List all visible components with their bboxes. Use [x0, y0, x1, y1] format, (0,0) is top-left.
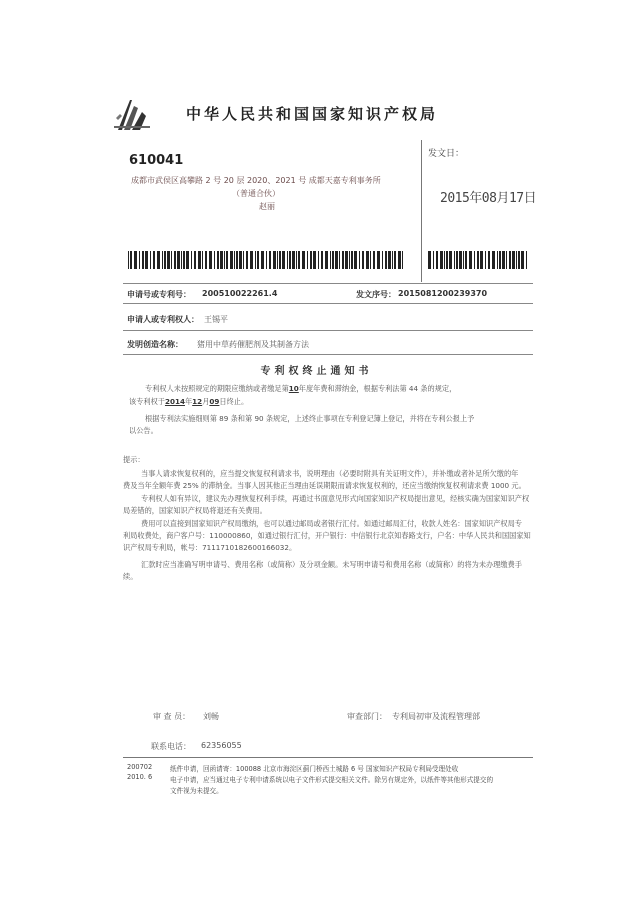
barcode-bar	[142, 251, 144, 269]
barcode-bar	[167, 251, 170, 269]
notice-paragraph-1-cont: 该专利权于2014年12月09日终止。	[129, 397, 249, 406]
barcode-bar	[236, 251, 238, 269]
barcode-bar	[454, 251, 455, 269]
notice-paragraph-2: 根据专利法实施细则第 89 条和第 90 条规定，上述终止事项在专利登记簿上登记，并将在专利公报上予	[145, 414, 475, 423]
barcode-bar	[521, 251, 524, 269]
barcode-bar	[506, 251, 507, 269]
barcode-bar	[313, 251, 316, 269]
termination-month: 12	[192, 397, 203, 406]
mail-instructions: 纸件申请，回函请寄：100088 北京市海淀区蓟门桥西土城路 6 号 国家知识产权局专利局受理处收	[170, 765, 459, 773]
barcode-bar	[302, 251, 305, 269]
barcode-bar	[292, 251, 295, 269]
barcode-bar	[332, 251, 334, 269]
phone-number: 62356055	[201, 741, 242, 750]
barcode-bar	[351, 251, 353, 269]
barcode-bar	[366, 251, 369, 269]
barcode-bar	[433, 251, 434, 269]
postcode: 610041	[129, 153, 184, 168]
barcode-bar	[488, 251, 490, 269]
header-divider	[421, 140, 422, 282]
barcode-bar	[202, 251, 203, 269]
barcode-bar	[220, 251, 223, 269]
termination-year: 2014	[164, 397, 185, 406]
barcode-bar	[463, 251, 464, 269]
barcode-bar	[282, 251, 285, 269]
department-label: 审查部门：	[347, 712, 387, 721]
barcode-bar	[261, 251, 264, 269]
barcode-bar	[335, 251, 338, 269]
barcode-bar	[269, 251, 271, 269]
barcode-bar	[502, 251, 505, 269]
barcode-bar	[362, 251, 364, 269]
barcode-bar	[183, 251, 185, 269]
e-filing-line-2: 文件视为未提交。	[170, 787, 223, 795]
tip-2-line-2: 局差错的，国家知识产权局将退还有关费用。	[123, 506, 267, 515]
barcode-bar	[296, 251, 297, 269]
tip-4-line-1: 汇款时应当准确写明申请号、费用名称（或简称）及分项金额。未写明申请号和费用名称（或简称）的将为未办理缴费手	[141, 560, 522, 569]
send-date-label: 发文日：	[428, 149, 465, 159]
barcode-bar	[266, 251, 267, 269]
barcode-bar	[330, 251, 331, 269]
barcode-bar	[279, 251, 281, 269]
rule-top	[123, 283, 533, 284]
tip-1-line-1: 当事人请求恢复权利的，应当提交恢复权利请求书，说明理由（必要时附具有关证明文件），并补缴或者补足所欠缴的年	[141, 469, 519, 478]
barcode-bar	[157, 251, 160, 269]
barcode-bar	[234, 251, 235, 269]
address-line-1: 成都市武侯区高攀路 2 号 20 层 2020、2021 号 成都天嘉专利事务所	[131, 176, 381, 185]
barcode-bar	[239, 251, 242, 269]
invention-label: 发明创造名称：	[127, 340, 183, 349]
barcode-bar	[139, 251, 140, 269]
barcode-bar	[382, 251, 383, 269]
barcode-bar	[209, 251, 212, 269]
barcode-bar	[130, 251, 132, 269]
recipient-name: 赵丽	[259, 202, 275, 211]
barcode-bar	[162, 251, 163, 269]
serial-no: 2015081200239370	[398, 289, 488, 298]
barcode-right	[428, 251, 532, 269]
barcode-bar	[310, 251, 312, 269]
barcode-bar	[339, 251, 340, 269]
barcode-bar	[474, 251, 475, 269]
barcode-bar	[181, 251, 182, 269]
examiner-name: 刘畅	[203, 712, 219, 721]
barcode-bar	[428, 251, 431, 269]
barcode-bar	[226, 251, 228, 269]
notice-paragraph-1: 专利权人未按照规定的期限应缴纳或者缴足第10年度年费和滞纳金，根据专利法第 44 条的规定，	[145, 384, 457, 393]
barcode-bar	[289, 251, 291, 269]
barcode-bar	[526, 251, 527, 269]
tip-3-line-3: 识产权局专利局，帐号：7111710182600166032。	[123, 543, 297, 552]
examiner-label: 审 查 员：	[153, 712, 191, 721]
notice-paragraph-2-cont: 以公告。	[129, 426, 158, 435]
rule-2	[123, 303, 533, 304]
barcode-left	[128, 251, 406, 269]
barcode-bar	[318, 251, 319, 269]
barcode-bar	[153, 251, 155, 269]
barcode-bar	[325, 251, 328, 269]
barcode-bar	[246, 251, 248, 269]
barcode-bar	[465, 251, 467, 269]
barcode-bar	[349, 251, 350, 269]
barcode-bar	[307, 251, 308, 269]
tip-3-line-2: 利局收费处，商户客户号：110000860，如通过银行汇付，开户银行：中信银行北京知春路支行，户名：中华人民共和国国家知	[123, 531, 531, 540]
barcode-bar	[402, 251, 403, 269]
tip-3-line-1: 费用可以直接到国家知识产权局缴纳，也可以通过邮局或者银行汇付。如通过邮局汇付，收款人姓名：国家知识产权局专	[141, 519, 522, 528]
barcode-bar	[518, 251, 520, 269]
barcode-bar	[205, 251, 207, 269]
barcode-bar	[257, 251, 259, 269]
barcode-bar	[174, 251, 176, 269]
barcode-bar	[480, 251, 483, 269]
phone-label: 联系电话：	[151, 742, 191, 751]
barcode-bar	[354, 251, 357, 269]
barcode-bar	[243, 251, 244, 269]
rule-4	[123, 354, 533, 355]
barcode-bar	[449, 251, 452, 269]
barcode-bar	[394, 251, 396, 269]
tip-2-line-1: 专利权人如有异议，建议先办理恢复权利手续，再通过书面意见形式向国家知识产权局提出意见，经核实确为国家知识产权	[141, 494, 530, 503]
barcode-bar	[321, 251, 323, 269]
application-no-label: 申请号或专利号：	[127, 290, 191, 299]
barcode-bar	[456, 251, 458, 269]
barcode-bar	[128, 251, 129, 269]
office-name: 中华人民共和国国家知识产权局	[186, 105, 439, 123]
barcode-bar	[230, 251, 233, 269]
barcode-bar	[186, 251, 189, 269]
barcode-bar	[485, 251, 486, 269]
barcode-bar	[255, 251, 256, 269]
barcode-bar	[477, 251, 479, 269]
department-name: 专利局初审及流程管理部	[392, 712, 480, 721]
barcode-bar	[194, 251, 196, 269]
barcode-bar	[191, 251, 192, 269]
overdue-year: 10	[288, 384, 299, 393]
barcode-bar	[509, 251, 511, 269]
barcode-bar	[177, 251, 180, 269]
serial-no-label: 发文序号：	[356, 290, 396, 299]
barcode-bar	[298, 251, 300, 269]
barcode-bar	[277, 251, 278, 269]
barcode-bar	[217, 251, 219, 269]
barcode-bar	[512, 251, 515, 269]
barcode-bar	[497, 251, 498, 269]
form-code: 200702	[127, 763, 153, 771]
e-filing-line-1: 电子申请，应当通过电子专利申请系统以电子文件形式提交相关文件。除另有规定外，以纸件等其他形式提交的	[170, 776, 494, 784]
barcode-bar	[198, 251, 201, 269]
cnipa-logo-icon	[112, 96, 152, 132]
barcode-bar	[359, 251, 360, 269]
barcode-bar	[499, 251, 501, 269]
barcode-bar	[250, 251, 253, 269]
barcode-bar	[370, 251, 371, 269]
application-no: 200510022261.4	[202, 289, 278, 298]
rule-3	[123, 330, 533, 331]
tip-1-line-2: 费及当年全额年费 25% 的滞纳金。当事人因其他正当理由延误期限而请求恢复权利的，还应当缴纳恢复权利请求费 1000 元。	[123, 481, 526, 490]
address-line-2: （普通合伙）	[232, 189, 280, 198]
barcode-bar	[469, 251, 472, 269]
footer-rule	[123, 757, 533, 758]
barcode-bar	[398, 251, 401, 269]
invention-title: 猪用中草药催肥剂及其制备方法	[197, 340, 309, 349]
barcode-bar	[171, 251, 172, 269]
barcode-bar	[385, 251, 387, 269]
barcode-bar	[373, 251, 375, 269]
send-date: 2015年08月17日	[440, 191, 537, 206]
barcode-bar	[134, 251, 137, 269]
termination-day: 09	[209, 397, 220, 406]
barcode-bar	[164, 251, 166, 269]
barcode-bar	[392, 251, 393, 269]
barcode-bar	[150, 251, 151, 269]
barcode-bar	[214, 251, 215, 269]
barcode-bar	[388, 251, 391, 269]
barcode-bar	[440, 251, 443, 269]
barcode-bar	[459, 251, 462, 269]
barcode-bar	[436, 251, 438, 269]
barcode-bar	[224, 251, 225, 269]
tip-4-line-2: 续。	[123, 572, 138, 581]
barcode-bar	[492, 251, 495, 269]
barcode-bar	[444, 251, 445, 269]
barcode-bar	[377, 251, 380, 269]
barcode-bar	[345, 251, 348, 269]
tips-label: 提示：	[123, 455, 145, 464]
barcode-bar	[516, 251, 517, 269]
barcode-bar	[273, 251, 276, 269]
notice-title: 专利权终止通知书	[260, 366, 373, 377]
form-date: 2010. 6	[127, 773, 153, 781]
barcode-bar	[145, 251, 148, 269]
applicant: 王锡平	[204, 315, 228, 324]
barcode-bar	[446, 251, 448, 269]
barcode-bar	[287, 251, 288, 269]
applicant-label: 申请人或专利权人：	[127, 315, 199, 324]
barcode-bar	[342, 251, 344, 269]
